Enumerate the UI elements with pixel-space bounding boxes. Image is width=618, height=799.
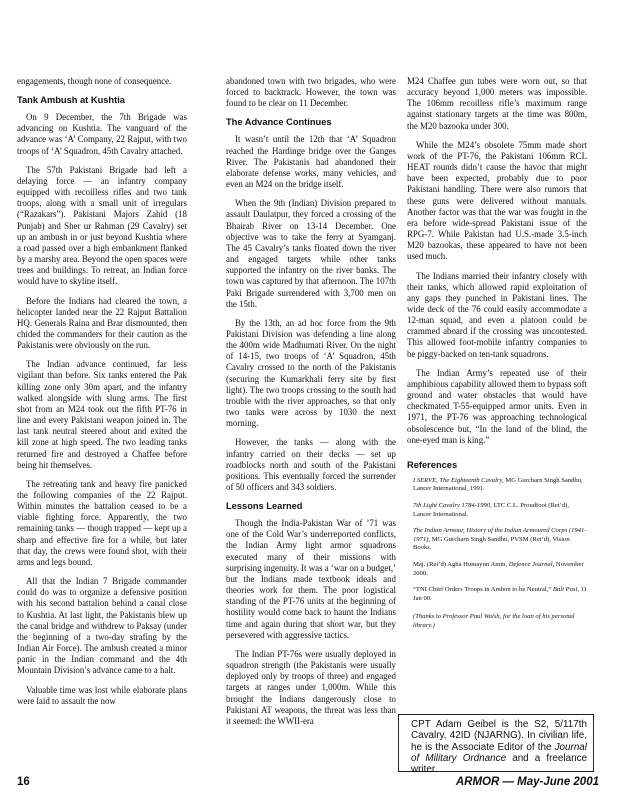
reference-details: November 2000. <box>413 561 584 577</box>
reference-item <box>407 477 587 494</box>
reference-item <box>407 502 587 519</box>
paragraph: The retreating tank and heavy fire panicked the following companies of the 22 Rajput. Within minutes the battalion ceased to be a viable fighting force. Apparently, the two remaining tanks — though trapped — kept up a sharp and effective fire for a while, but later that day, the crews were found shot, with their arms and legs bound. <box>17 478 187 567</box>
section-heading-advance-continues: The Advance Continues <box>226 117 332 128</box>
magazine-issue: ARMOR — May-June 2001 <box>455 776 599 788</box>
paragraph: When the 9th (Indian) Division prepared to assault Daulatpur, they forced a crossing of the Bhairab River on 13-14 December. One objective was to take the ferry at Syamganj. The 45 Cavalry’s tanks floated down the river and engaged targets while other tanks supported the infantry on the river banks. The town was captured by that afternoon. The 107th Paki Brigade surrendered with 3,700 men on the 15th. <box>226 198 396 309</box>
column-3 <box>407 76 587 631</box>
paragraph: Though the India-Pakistan War of ’71 was one of the Cold War’s underreported conflicts, the Indian Army light armor squadrons executed many of their missions with surprising ingenuity. It was a ‘war on a budget,’ but the Indians made textbook ideals and theories work for them. The poor logistical standing of the PT-76 units at the beginning of hostility would come back to haunt the Indians time and again during that short war, but they persevered with aggressive tactics. <box>226 518 396 640</box>
reference-title: The Indian Armour, History of the Indian Armoured Corps (1941-1971), <box>413 527 587 543</box>
reference-title: I SERVE, The Eighteenth Cavalry, <box>413 476 504 484</box>
reference-title: Defence Journal, <box>508 561 555 568</box>
paragraph: engagements, though none of consequence. <box>17 76 172 86</box>
paragraph: All that the Indian 7 Brigade commander could do was to organize a defensive position with his second battalion behind a canal close to Kushtia. At last light, the Pakistanis blew up the canal bridge and withdrew to Paksay (under the beginning of a two-day strafing by the Indian Air Force). The ambush created a minor panic in the Indian command and the 4th Mountain Division’s advance came to a halt. <box>17 576 187 676</box>
section-heading-tank-ambush: Tank Ambush at Kushtia <box>17 95 125 106</box>
section-heading-references: References <box>407 459 458 470</box>
reference-headline: “TNI Chief Orders Troops in Ambon to be Neutral,” <box>413 586 553 594</box>
paragraph: Before the Indians had cleared the town, a helicopter landed near the 22 Rajput Battalion HQ. Generals Raina and Brar dismounted, then chided the commanders for their caution as the Pakistanis were obviously on the run. <box>17 295 187 351</box>
reference-title: Bali Post, <box>552 586 579 594</box>
reference-title: 7th Light Cavalry 1784-1990, <box>413 502 492 510</box>
paragraph: While the M24’s obsolete 75mm made short work of the PT-76, the Pakistani 106mm RCL HEAT rounds didn’t cause the havoc that might have been expected, probably due to poor Pakistani handling. There were also rumors that these guns were delivered without manuals. Another factor was that the war was fought in the era before wide-spread Pakistani issue of the RPG-7. While Pakistan had U.S.-made 3.5-inch M20 bazookas, these appeared to have not been used much. <box>407 139 587 262</box>
acknowledgement-note: (Thanks to Professor Paul Walsh, for the loan of his personal library.) <box>413 613 575 629</box>
paragraph: By the 13th, an ad hoc force from the 9th Pakistani Division was defending a line along the 400m wide Madhumati River. On the night of 14-15, two troops of ‘A’ Squadron, 45th Cavalry crossed to the north of the Pakistanis (securing the Kumarkhali ferry site by first light). The two troops crossing to the south had trouble with the river approaches, so that only two tanks were across by 1030 the next morning. <box>226 317 396 429</box>
reference-item <box>407 586 587 603</box>
column-2 <box>226 76 396 735</box>
paragraph: The Indian Army’s repeated use of their amphibious capability allowed them to bypass soft ground and water obstacles that would have checkmated T-55-equipped armor units. Even in 1971, the PT-76 was approaching technological obsolescence but, “In the land of the blind, the one-eyed man is king.” <box>407 367 587 445</box>
bio-journal-title: Journal of Military Ordnance <box>411 741 587 764</box>
reference-details: MG Gurcharn Singh Sandhu, Lancer International, 1991. <box>413 476 583 493</box>
page-number: 16 <box>17 776 30 788</box>
paragraph: However, the tanks — along with the infantry carried on their decks — set up roadblocks north and south of the Pakistani positions. This eventually forced the surrender of 50 officers and 343 soldiers. <box>226 437 396 492</box>
paragraph: On 9 December, the 7th Brigade was advancing on Kushtia. The vanguard of the advance was ‘A’ Company, 22 Rajput, with two troops of ‘A’ Squadron, 45th Cavalry attached. <box>17 112 187 156</box>
reference-item <box>407 561 587 578</box>
paragraph: The Indians married their infantry closely with their tanks, which allowed rapid exploitation of any gaps they punched in Pakistani lines. The wide deck of the 76 could easily accommodate a 12-man squad, and even a platoon could be crammed aboard if the crossing was uncontested. This allowed foot-mobile infantry companies to be piggy-backed on ten-tank squadrons. <box>407 270 587 359</box>
paragraph: The Indian advance continued, far less vigilant than before. Six tanks entered the Pak killing zone only 30m apart, and the infantry walked alongside with slung arms. The first shot from an M24 took out the fifth PT-76 in line and every Pakistani weapon joined in. The last tank neutral steered about and exited the kill zone at high speed. The two leading tanks returned fire and destroyed a Chaffee before being hit themselves. <box>17 359 187 470</box>
paragraph: The Indian PT-76s were usually deployed in squadron strength (the Pakistanis were usually deployed only by troops of three) and engaged targets at ranges under 1,000m. While this brought the Indians dangerously close to Pakistani AT weapons, the threat was less than it seemed: the WWII-era <box>226 648 396 726</box>
page-footer <box>17 776 599 792</box>
reference-details: MG Gurcharn Singh Sandhu, PVSM (Ret’d), Vision Books. <box>413 535 570 552</box>
paragraph: abandoned town with two brigades, who were forced to backtrack. However, the town was found to be clear on 11 December. <box>226 76 396 109</box>
bio-text-end: and a freelance writer. <box>411 752 588 776</box>
paragraph: M24 Chaffee gun tubes were worn out, so that accuracy beyond 1,000 meters was impossible. The 106mm recoilless rifle’s maximum range against stationary targets at the time was 800m, the M20 bazooka under 300. <box>407 76 587 131</box>
reference-details: 11 Jan 00. <box>413 586 587 602</box>
section-heading-lessons-learned: Lessons Learned <box>226 501 303 512</box>
paragraph: The 57th Pakistani Brigade had left a delaying force — an infantry company equipped with recoilless rifles and two tank troops, along with a small unit of irregulars (“Razakars”). Pakistani Majors Zahid (18 Punjab) and Sher ur Rahman (29 Cavalry) set up an ambush in or just beyond Kushtia where a road passed over a high embankment flanked by a marshy area. Beyond the open spaces were trees and buildings. To retreat, an Indian force would have to skyline itself. <box>17 164 187 287</box>
reference-author: Maj. (Ret’d) Agha Humayun Amin, <box>413 561 509 568</box>
author-bio-box <box>398 714 594 776</box>
column-1 <box>17 76 187 715</box>
paragraph: Valuable time was lost while elaborate plans were laid to assault the now <box>17 684 187 706</box>
reference-item <box>407 527 587 553</box>
bio-text: CPT Adam Geibel is the S2, 5/117th Cavalry, 42ID (NJARNG). In civilian life, he is the Associate Editor of the <box>411 719 587 753</box>
paragraph: It wasn’t until the 12th that ‘A’ Squadron reached the Hardinge bridge over the Ganges River. The Pakistanis had abandoned their elaborate defense works, many vehicles, and even an M24 on the bridge itself. <box>226 134 396 190</box>
reference-details: LTC C.L. Proudfoot (Ret’d), Lancer International. <box>413 502 569 518</box>
